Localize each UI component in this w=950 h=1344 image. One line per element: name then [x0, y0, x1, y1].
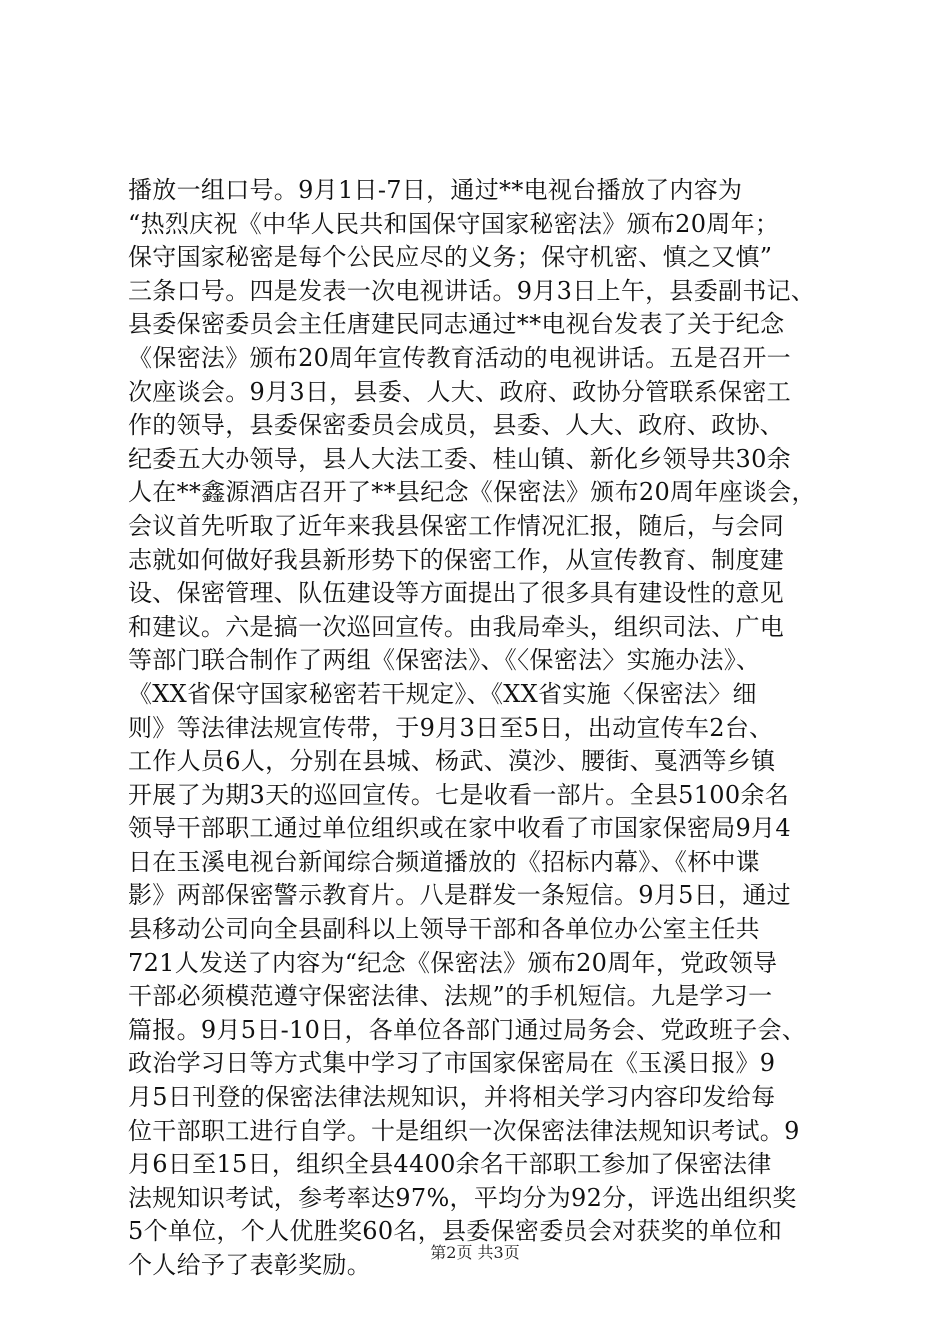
text-line: 设、保密管理、队伍建设等方面提出了很多具有建设性的意见 — [128, 579, 785, 608]
text-line: 5个单位，个人优胜奖60名，县委保密委员会对获奖的单位和 — [128, 1217, 783, 1246]
page-number-footer: 第2页 共3页 — [430, 1243, 520, 1262]
text-line: 志就如何做好我县新形势下的保密工作，从宣传教育、制度建 — [128, 545, 785, 574]
text-line: 影》两部保密警示教育片。八是群发一条短信。9月5日，通过 — [128, 881, 791, 910]
text-line: 个人给予了表彰奖励。 — [128, 1251, 371, 1279]
text-line: 法规知识考试，参考率达97%，平均分为92分，评选出组织奖 — [128, 1183, 797, 1212]
text-line: 日在玉溪电视台新闻综合频道播放的《招标内幕》、《杯中谍 — [128, 847, 761, 876]
text-line: 县移动公司向全县副科以上领导干部和各单位办公室主任共 — [128, 915, 760, 944]
text-line: 篇报。9月5日-10日，各单位各部门通过局务会、党政班子会、 — [128, 1015, 807, 1044]
text-line: 纪委五大办领导，县人大法工委、桂山镇、新化乡领导共30余 — [128, 444, 791, 473]
text-line: 人在**鑫源酒店召开了**县纪念《保密法》颁布20周年座谈会， — [128, 478, 816, 507]
text-line: 作的领导，县委保密委员会成员，县委、人大、政府、政协、 — [128, 411, 785, 440]
text-line: 干部必须模范遵守保密法律、法规”的手机短信。九是学习一 — [128, 982, 773, 1011]
text-line: 月6日至15日，组织全县4400余名干部职工参加了保密法律 — [128, 1150, 772, 1179]
text-line: 工作人员6人，分别在县城、杨武、漠沙、腰街、戛洒等乡镇 — [128, 747, 776, 776]
text-line: 位干部职工进行自学。十是组织一次保密法律法规知识考试。9 — [128, 1116, 800, 1145]
text-line: “热烈庆祝《中华人民共和国保守国家秘密法》颁布20周年； — [128, 209, 780, 238]
text-line: 开展了为期3天的巡回宣传。七是收看一部片。全县5100余名 — [128, 780, 790, 809]
text-line: 政治学习日等方式集中学习了市国家保密局在《玉溪日报》9 — [128, 1049, 776, 1078]
text-line: 三条口号。四是发表一次电视讲话。9月3日上午，县委副书记、 — [128, 276, 816, 305]
text-line: 《XX省保守国家秘密若干规定》、《XX省实施〈保密法〉细 — [128, 679, 757, 708]
text-line: 播放一组口号。9月1日-7日，通过**电视台播放了内容为 — [128, 176, 743, 204]
text-line: 次座谈会。9月3日，县委、人大、政府、政协分管联系保密工 — [128, 377, 791, 406]
text-line: 会议首先听取了近年来我县保密工作情况汇报，随后，与会同 — [128, 511, 785, 540]
text-line: 和建议。六是搞一次巡回宣传。由我局牵头，组织司法、广电 — [128, 612, 785, 641]
text-line: 月5日刊登的保密法律法规知识，并将相关学习内容印发给每 — [128, 1083, 776, 1112]
text-line: 721人发送了内容为“纪念《保密法》颁布20周年，党政领导 — [128, 948, 778, 977]
text-line: 领导干部职工通过单位组织或在家中收看了市国家保密局9月4 — [128, 814, 791, 843]
text-line: 则》等法律法规宣传带，于9月3日至5日，出动宣传车2台、 — [128, 713, 774, 742]
text-line: 县委保密委员会主任唐建民同志通过**电视台发表了关于纪念 — [128, 310, 785, 339]
text-line: 等部门联合制作了两组《保密法》、《〈保密法〉实施办法》、 — [128, 646, 761, 675]
text-line: 《保密法》颁布20周年宣传教育活动的电视讲话。五是召开一 — [128, 343, 791, 372]
text-line: 保守国家秘密是每个公民应尽的义务；保守机密、慎之又慎” — [128, 243, 773, 272]
body-text — [128, 174, 848, 1283]
